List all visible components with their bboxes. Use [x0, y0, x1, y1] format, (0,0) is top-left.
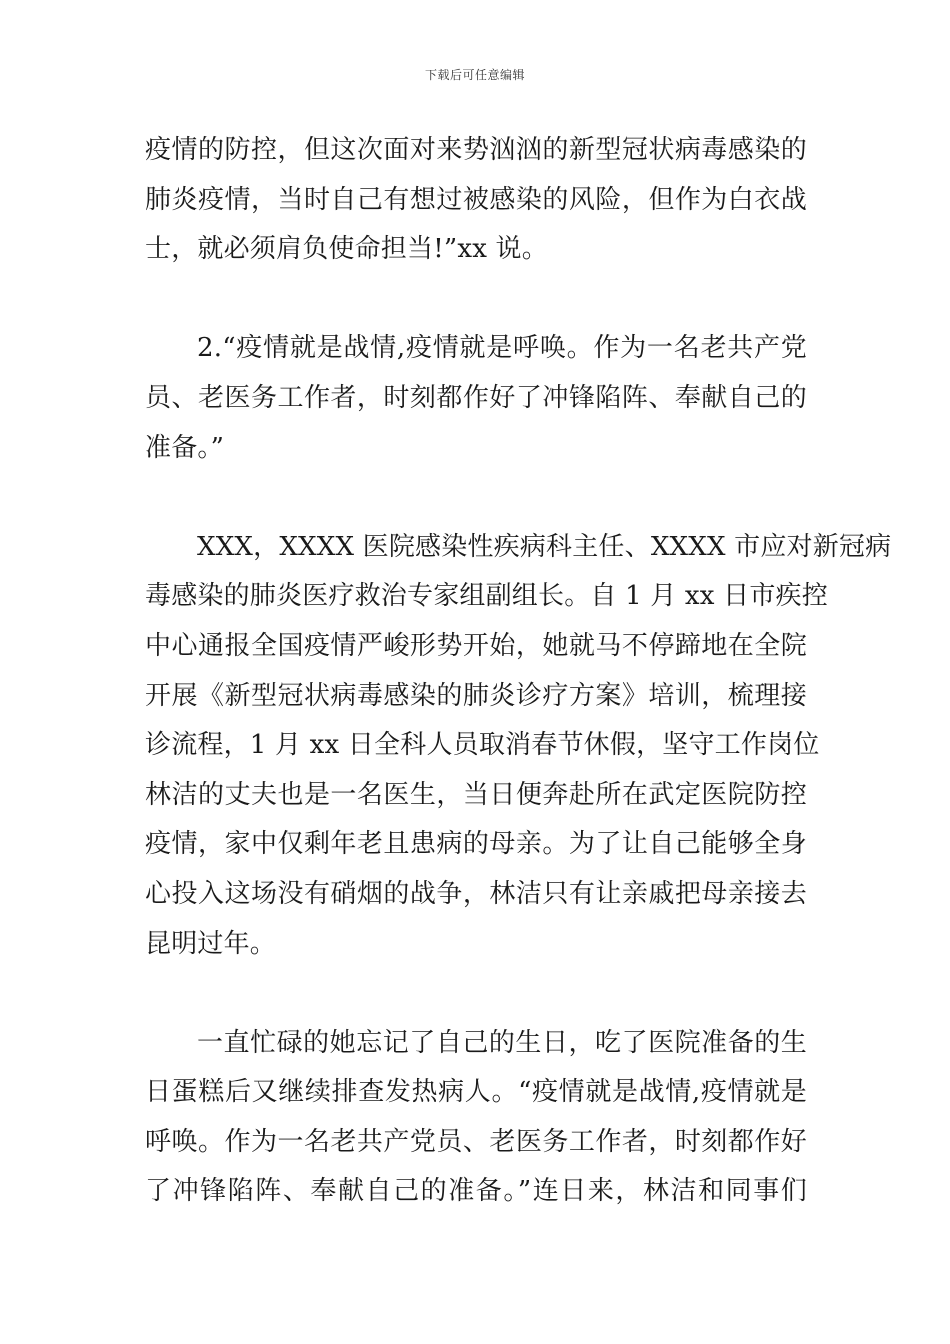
text-line: 日蛋糕后又继续排查发热病人。“疫情就是战情,疫情就是 — [145, 1077, 807, 1108]
text-line: 士，就必须肩负使命担当!”xx 说。 — [145, 234, 548, 265]
text-line: 开展《新型冠状病毒感染的肺炎诊疗方案》培训，梳理接 — [145, 680, 807, 711]
paragraph-gap — [145, 275, 807, 325]
document-body — [145, 126, 892, 1217]
paragraph-gap — [145, 473, 807, 523]
paragraph-gap — [145, 969, 807, 1019]
paragraph — [145, 324, 807, 473]
text-line: XXX，XXXX 医院感染性疾病科主任、XXXX 市应对新冠病 — [197, 531, 892, 562]
text-line: 一直忙碌的她忘记了自己的生日，吃了医院准备的生 — [197, 1027, 807, 1058]
text-line: 昆明过年。 — [145, 928, 277, 959]
text-line: 毒感染的肺炎医疗救治专家组副组长。自 1 月 xx 日市疾控 — [145, 581, 828, 612]
text-line: 疫情，家中仅剩年老且患病的母亲。为了让自己能够全身 — [145, 829, 807, 860]
text-line: 心投入这场没有硝烟的战争，林洁只有让亲戚把母亲接去 — [145, 878, 807, 909]
text-line: 员、老医务工作者，时刻都作好了冲锋陷阵、奉献自己的 — [145, 382, 807, 413]
page-header: 下载后可任意编辑 — [424, 68, 525, 82]
text-line: 呼唤。作为一名老共产党员、老医务工作者，时刻都作好 — [145, 1126, 807, 1157]
text-line: 肺炎疫情，当时自己有想过被感染的风险，但作为白衣战 — [145, 184, 807, 215]
text-line: 林洁的丈夫也是一名医生，当日便奔赴所在武定医院防控 — [145, 779, 807, 810]
text-line: 诊流程，1 月 xx 日全科人员取消春节休假，坚守工作岗位 — [145, 730, 820, 761]
text-line: 2.“疫情就是战情,疫情就是呼唤。作为一名老共产党 — [197, 333, 807, 364]
text-line: 了冲锋陷阵、奉献自己的准备。”连日来，林洁和同事们 — [145, 1176, 807, 1207]
paragraph — [145, 523, 892, 969]
paragraph — [145, 126, 807, 275]
paragraph — [145, 1019, 807, 1217]
text-line: 疫情的防控，但这次面对来势汹汹的新型冠状病毒感染的 — [145, 135, 807, 165]
text-line: 中心通报全国疫情严峻形势开始，她就马不停蹄地在全院 — [145, 630, 807, 661]
text-line: 准备。” — [145, 432, 225, 463]
